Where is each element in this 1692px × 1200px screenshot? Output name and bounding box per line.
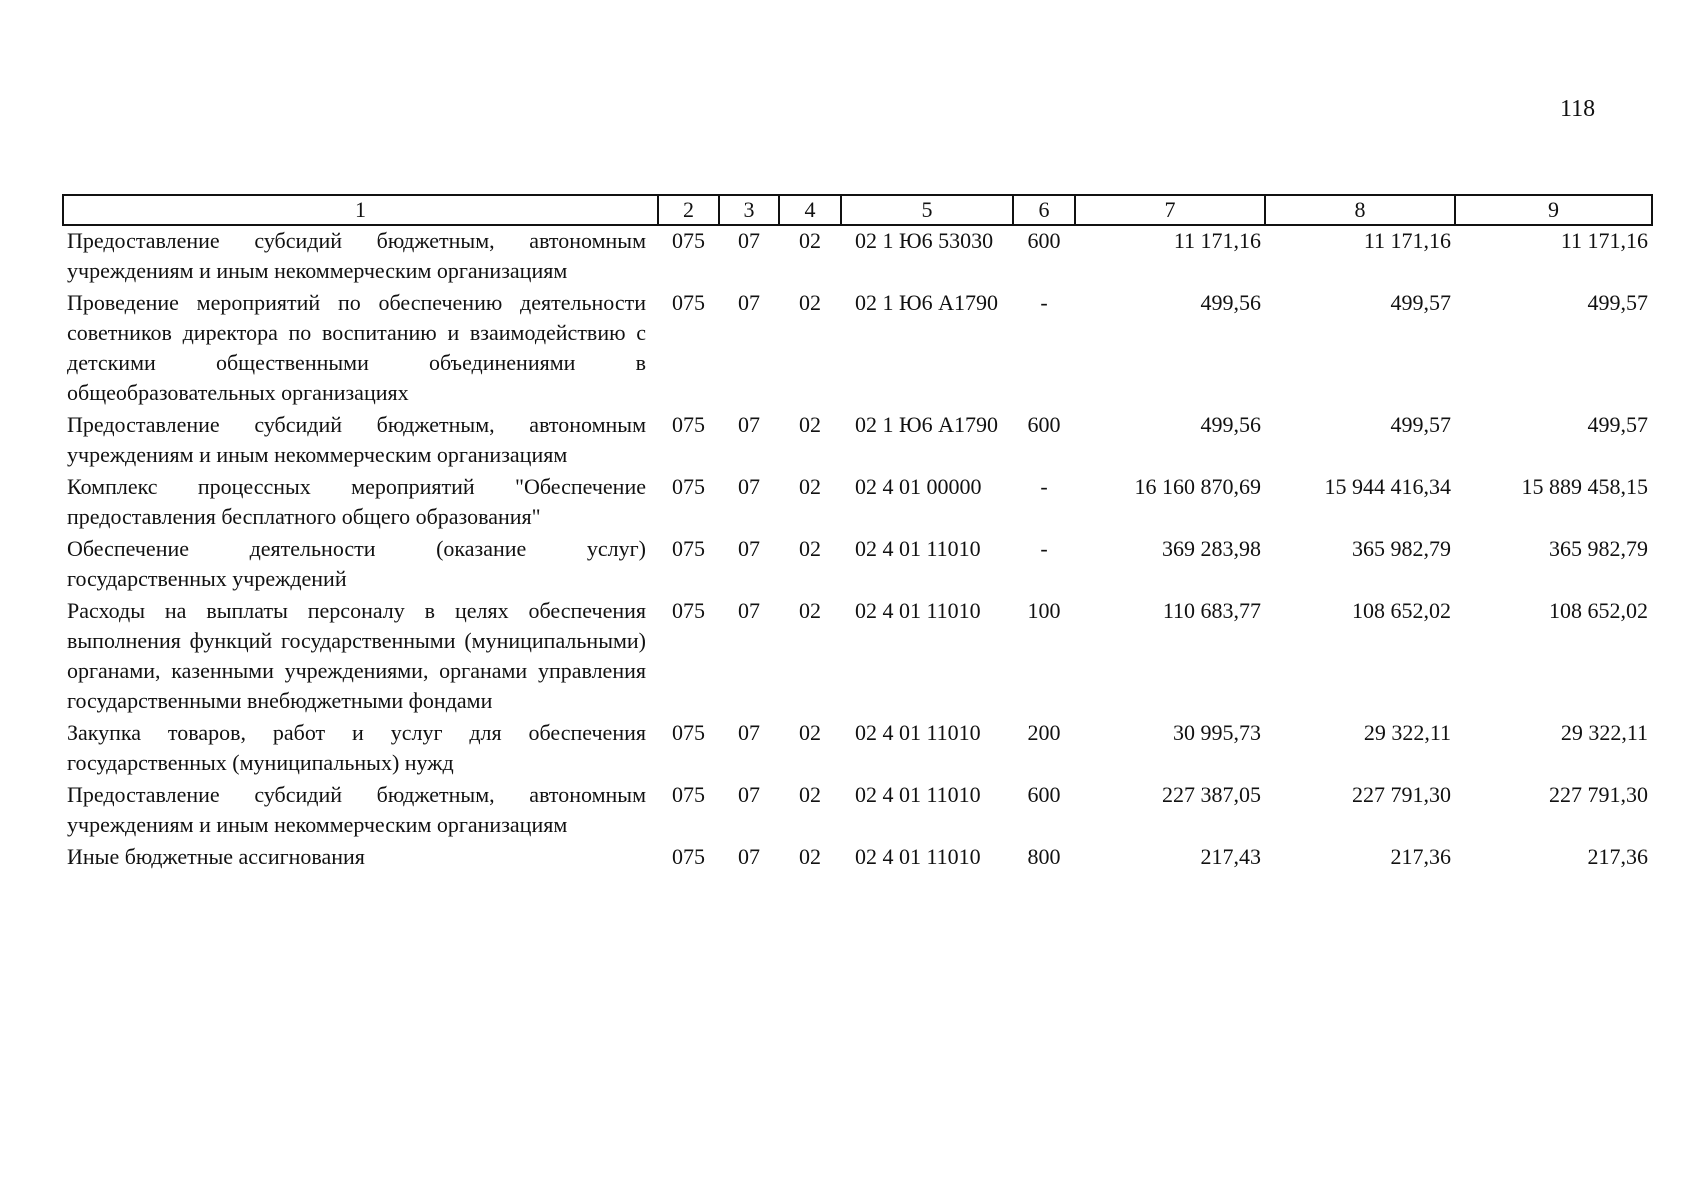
row-section: 07: [738, 474, 760, 499]
row-section: 07: [738, 844, 760, 869]
row-year2: 108 652,02: [1352, 598, 1451, 623]
row-year2: 29 322,11: [1363, 720, 1451, 745]
row-name: Предоставление субсидий бюджетным, автономным учреждениям и иным некоммерческим организациям: [67, 412, 646, 467]
header-col-3: 3: [719, 195, 779, 225]
row-year1: 369 283,98: [1162, 536, 1261, 561]
row-subsection: 02: [799, 782, 821, 807]
row-year3: 499,57: [1587, 412, 1648, 437]
row-expense-type: -: [1040, 474, 1048, 499]
row-year2: 15 944 416,34: [1324, 474, 1451, 499]
header-col-7: 7: [1075, 195, 1265, 225]
row-target: 02 1 Ю6 А1790: [855, 290, 998, 315]
row-section: 07: [738, 290, 760, 315]
row-year2: 499,57: [1390, 412, 1451, 437]
row-target: 02 4 01 11010: [855, 844, 981, 869]
row-year3: 499,57: [1587, 290, 1648, 315]
row-target: 02 4 01 11010: [855, 782, 981, 807]
row-year1: 499,56: [1200, 290, 1261, 315]
row-year1: 30 995,73: [1173, 720, 1261, 745]
row-name: Предоставление субсидий бюджетным, автономным учреждениям и иным некоммерческим организациям: [67, 782, 646, 837]
budget-table: [62, 194, 1653, 874]
row-section: 07: [738, 536, 760, 561]
row-year1: 11 171,16: [1173, 228, 1261, 253]
row-name: Расходы на выплаты персоналу в целях обеспечения выполнения функций государственными (муниципальными) органами, казенными учреждениями, органами управления государственными внебюджетными фондами: [67, 598, 646, 713]
table-row: [63, 780, 1652, 842]
row-subsection: 02: [799, 598, 821, 623]
row-expense-type: -: [1040, 290, 1048, 315]
row-year1: 499,56: [1200, 412, 1261, 437]
table-row: [63, 472, 1652, 534]
row-target: 02 4 01 11010: [855, 536, 981, 561]
row-name: Закупка товаров, работ и услуг для обеспечения государственных (муниципальных) нужд: [67, 720, 646, 775]
table-row: [63, 534, 1652, 596]
row-grbs: 075: [672, 474, 705, 499]
row-subsection: 02: [799, 412, 821, 437]
row-year2: 217,36: [1390, 844, 1451, 869]
table-row: [63, 596, 1652, 718]
row-grbs: 075: [672, 536, 705, 561]
row-grbs: 075: [672, 720, 705, 745]
row-grbs: 075: [672, 844, 705, 869]
table-header: [63, 195, 1652, 225]
table-row: [63, 410, 1652, 472]
row-year3: 108 652,02: [1549, 598, 1648, 623]
row-grbs: 075: [672, 412, 705, 437]
row-subsection: 02: [799, 228, 821, 253]
row-expense-type: 600: [1027, 228, 1061, 253]
header-col-5: 5: [841, 195, 1013, 225]
header-col-4: 4: [779, 195, 841, 225]
row-target: 02 1 Ю6 53030: [855, 228, 994, 253]
row-year1: 227 387,05: [1162, 782, 1261, 807]
row-year3: 15 889 458,15: [1521, 474, 1648, 499]
row-target: 02 4 01 11010: [855, 598, 981, 623]
row-year2: 365 982,79: [1352, 536, 1451, 561]
header-col-9: 9: [1455, 195, 1652, 225]
header-col-1: 1: [63, 195, 658, 225]
row-grbs: 075: [672, 228, 705, 253]
row-section: 07: [738, 720, 760, 745]
row-year1: 217,43: [1200, 844, 1261, 869]
row-expense-type: 600: [1027, 782, 1061, 807]
row-target: 02 4 01 11010: [855, 720, 981, 745]
row-year3: 217,36: [1587, 844, 1648, 869]
row-subsection: 02: [799, 290, 821, 315]
table-row: [63, 718, 1652, 780]
row-subsection: 02: [799, 844, 821, 869]
row-grbs: 075: [672, 598, 705, 623]
row-expense-type: 100: [1027, 598, 1061, 623]
row-section: 07: [738, 782, 760, 807]
row-year2: 11 171,16: [1363, 228, 1451, 253]
header-col-2: 2: [658, 195, 719, 225]
row-year2: 499,57: [1390, 290, 1451, 315]
row-name: Иные бюджетные ассигнования: [67, 844, 365, 869]
table-row: [63, 842, 1652, 874]
row-section: 07: [738, 228, 760, 253]
page-number: 118: [1560, 96, 1596, 122]
row-subsection: 02: [799, 474, 821, 499]
row-target: 02 4 01 00000: [855, 474, 982, 499]
row-name: Комплекс процессных мероприятий "Обеспечение предоставления бесплатного общего образования": [67, 474, 646, 529]
row-expense-type: 200: [1027, 720, 1061, 745]
row-name: Предоставление субсидий бюджетным, автономным учреждениям и иным некоммерческим организациям: [67, 228, 646, 283]
row-expense-type: -: [1040, 536, 1048, 561]
header-col-6: 6: [1013, 195, 1075, 225]
row-year1: 16 160 870,69: [1134, 474, 1261, 499]
row-grbs: 075: [672, 290, 705, 315]
row-section: 07: [738, 598, 760, 623]
row-target: 02 1 Ю6 А1790: [855, 412, 998, 437]
row-section: 07: [738, 412, 760, 437]
table-row: [63, 288, 1652, 410]
row-year1: 110 683,77: [1162, 598, 1261, 623]
row-year3: 29 322,11: [1560, 720, 1648, 745]
row-expense-type: 600: [1027, 412, 1061, 437]
row-year3: 365 982,79: [1549, 536, 1648, 561]
row-year3: 227 791,30: [1549, 782, 1648, 807]
row-year2: 227 791,30: [1352, 782, 1451, 807]
row-subsection: 02: [799, 720, 821, 745]
header-col-8: 8: [1265, 195, 1455, 225]
header-row: [63, 195, 1652, 225]
row-name: Проведение мероприятий по обеспечению деятельности советников директора по воспитанию и взаимодействию с детскими общественными объединениями в общеобразовательных организациях: [67, 290, 646, 405]
row-year3: 11 171,16: [1560, 228, 1648, 253]
row-grbs: 075: [672, 782, 705, 807]
table-body: [63, 225, 1652, 874]
row-name: Обеспечение деятельности (оказание услуг) государственных учреждений: [67, 536, 646, 591]
row-subsection: 02: [799, 536, 821, 561]
row-expense-type: 800: [1027, 844, 1061, 869]
table-row: [63, 225, 1652, 288]
